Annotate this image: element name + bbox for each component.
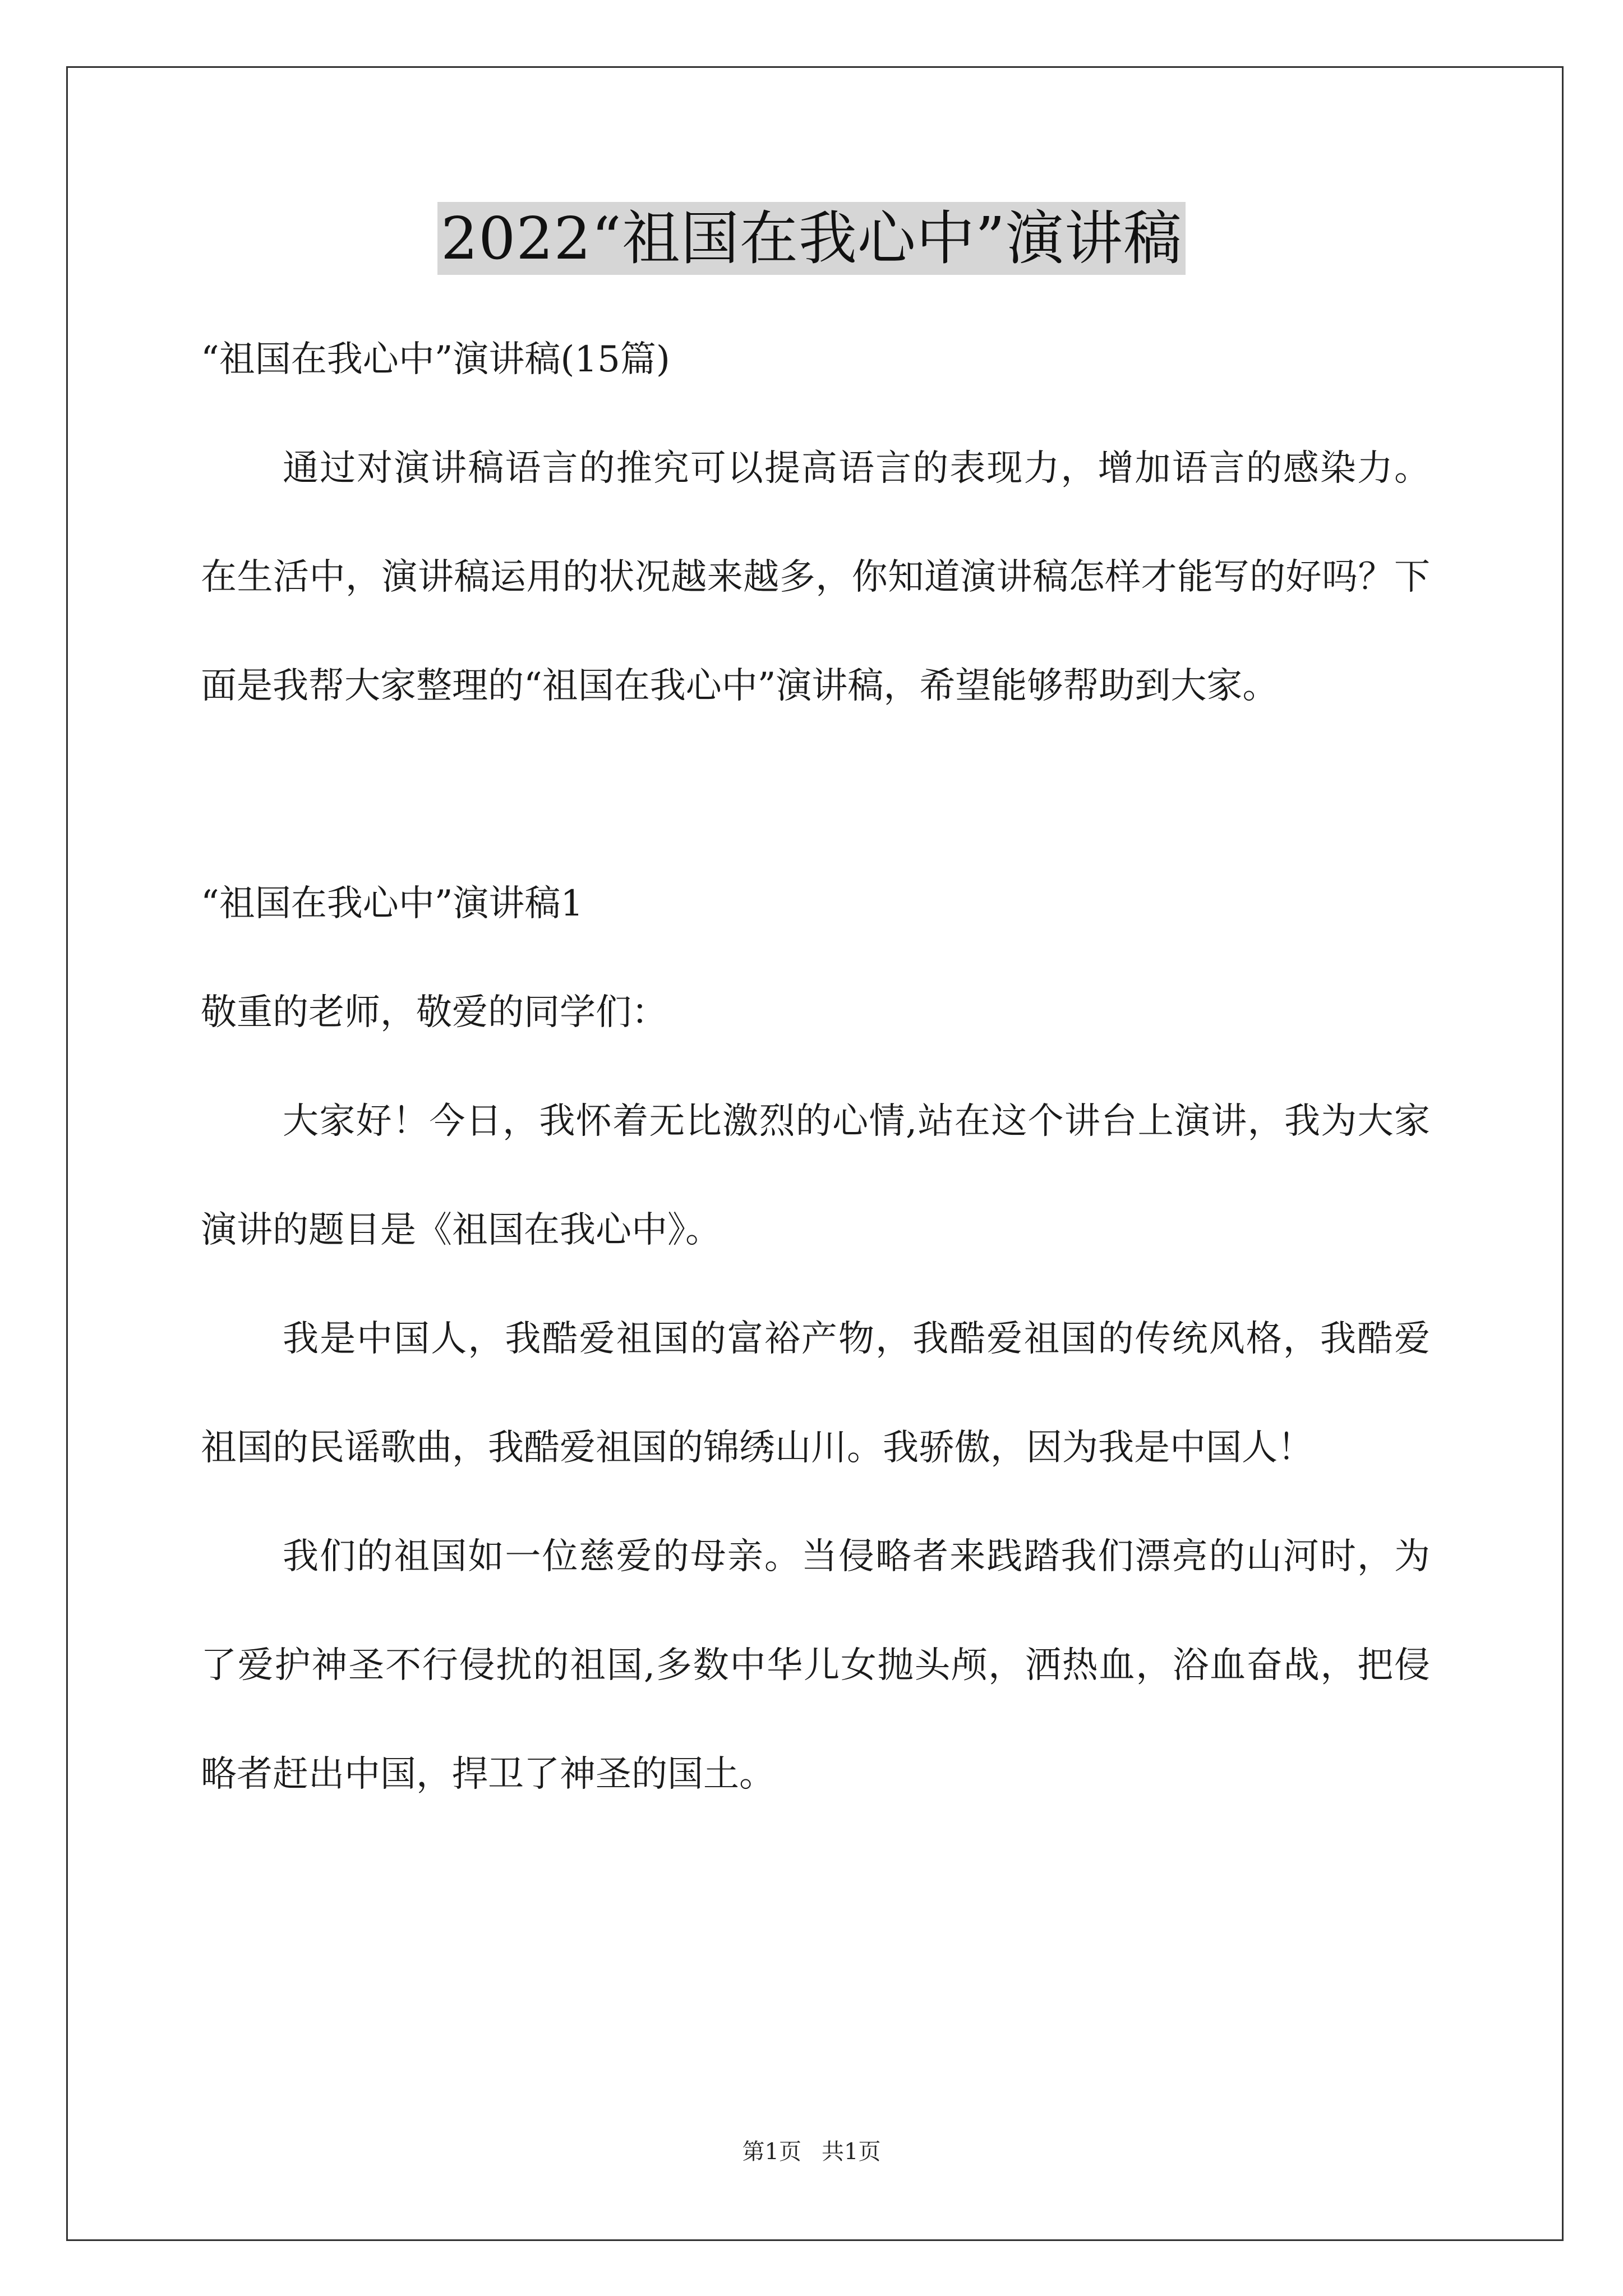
document-subtitle: “祖国在我心中”演讲稿(15篇) xyxy=(201,339,670,380)
body-paragraph-3: 我们的祖国如一位慈爱的母亲。当侵略者来践踏我们漂亮的山河时，为了爱护神圣不行侵扰的祖国,多数中华儿女抛头颅，洒热血，浴血奋战，把侵略者赶出中国，捍卫了神圣的国土。 xyxy=(201,1536,1430,1795)
page-number-total: 共1页 xyxy=(822,2139,881,2165)
page-footer xyxy=(0,2136,1623,2168)
blank-line xyxy=(201,740,1430,849)
page-number-current: 第1页 xyxy=(742,2139,801,2165)
title-block xyxy=(0,202,1623,275)
intro-paragraph: 通过对演讲稿语言的推究可以提高语言的表现力，增加语言的感染力。在生活中，演讲稿运用的状况越来越多，你知道演讲稿怎样才能写的好吗？下面是我帮大家整理的“祖国在我心中”演讲稿，希望能够帮助到大家。 xyxy=(201,448,1430,707)
section-heading: “祖国在我心中”演讲稿1 xyxy=(201,883,584,924)
body-paragraph-1: 大家好！今日，我怀着无比激烈的心情,站在这个讲台上演讲，我为大家演讲的题目是《祖国在我心中》。 xyxy=(201,1101,1430,1251)
document-title: 2022“祖国在我心中”演讲稿 xyxy=(437,202,1186,275)
document-body xyxy=(201,305,1430,1829)
greeting: 敬重的老师，敬爱的同学们： xyxy=(201,992,667,1033)
body-paragraph-2: 我是中国人，我酷爱祖国的富裕产物，我酷爱祖国的传统风格，我酷爱祖国的民谣歌曲，我酷爱祖国的锦绣山川。我骄傲，因为我是中国人！ xyxy=(201,1318,1430,1469)
